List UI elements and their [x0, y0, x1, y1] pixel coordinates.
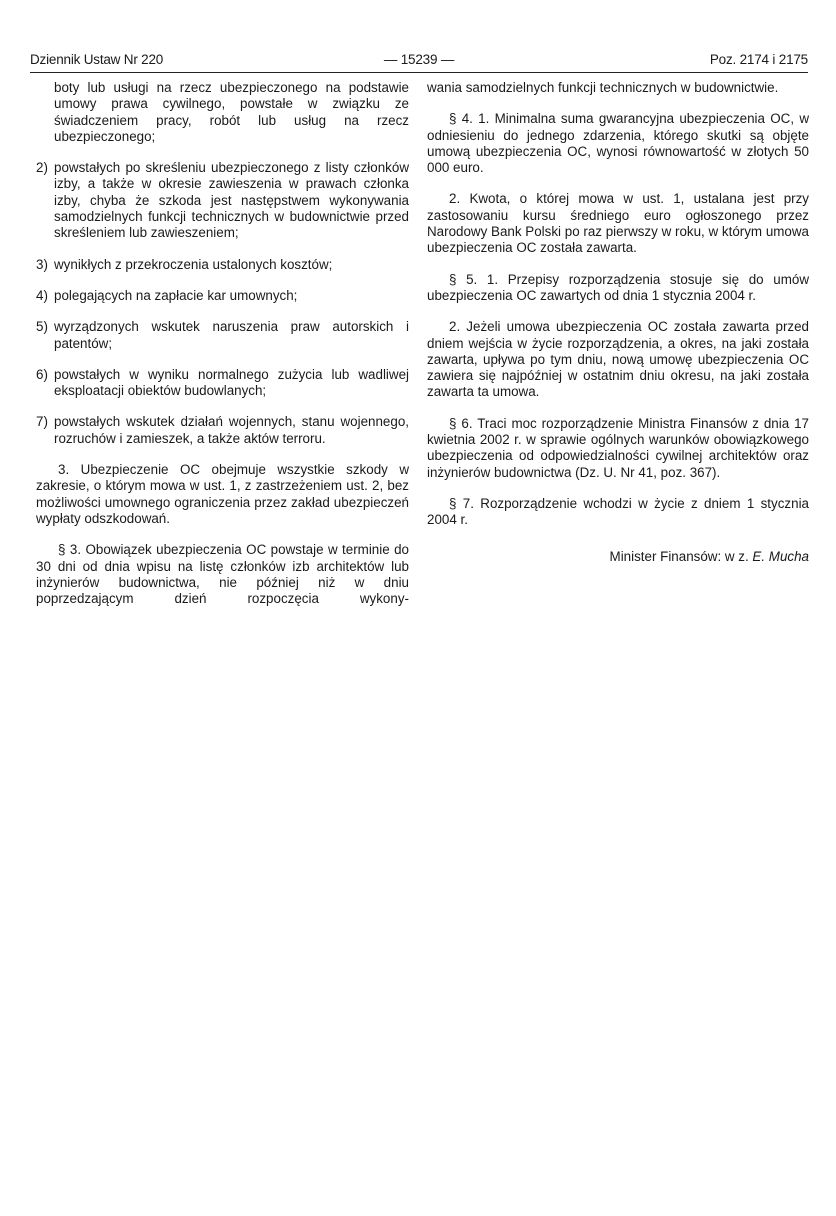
section-5-1: § 5. 1. Przepisy rozporządzenia stosuje się do umów ubezpieczenia OC zawartych od dnia 1 stycznia 2004 r.	[427, 271, 809, 303]
item-text: powstałych w wyniku normalnego zużycia lub wadliwej eksploatacji obiektów budowlanych;	[54, 366, 409, 399]
continuation-text: boty lub usługi na rzecz ubezpieczonego na podstawie umowy prawa cywilnego, powstałe w związku ze świadczeniem pracy, robót lub usług na rzecz ubezpieczonego;	[54, 80, 409, 144]
signature-name: E. Mucha	[752, 548, 809, 564]
right-column	[427, 80, 809, 580]
journal-title: Dziennik Ustaw Nr 220	[30, 52, 164, 67]
item-text: polegających na zapłacie kar umownych;	[54, 287, 298, 303]
left-column	[36, 80, 409, 622]
item-number: 7)	[36, 414, 48, 430]
section-4-1: § 4. 1. Minimalna suma gwarancyjna ubezpieczenia OC, w odniesieniu do jednego zdarzenia, którego skutki są objęte umową ubezpieczenia OC, wynosi równowartość w złotych 50 000 euro.	[427, 111, 809, 176]
section-3: § 3. Obowiązek ubezpieczenia OC powstaje w terminie do 30 dni od dnia wpisu na listę członków izb architektów lub inżynierów budownictwa, nie później niż w dniu poprzedzającym dzień rozpoczęcia wykony-	[36, 542, 409, 607]
item-number: 6)	[36, 366, 48, 382]
item-number: 4)	[36, 287, 48, 303]
continuation-text: wania samodzielnych funkcji technicznych w budownictwie.	[427, 80, 779, 95]
list-item	[36, 160, 409, 241]
list-item	[36, 288, 409, 304]
signature	[427, 549, 809, 565]
header-rule	[30, 72, 808, 73]
section-5-2: 2. Jeżeli umowa ubezpieczenia OC została zawarta przed dniem wejścia w życie rozporządzenia, a okres, na jaki została zawarta, upływa po tym dniu, nową umowę ubezpieczenia OC zawiera się najpóźniej w ostatnim dniu okresu, na jaki została zawarta ta umowa.	[427, 319, 809, 400]
item-text: powstałych po skreśleniu ubezpieczonego z listy członków izby, a także w okresie zawieszenia w prawach członka izby, chyba że szkoda jest następstwem wykonywania samodzielnych funkcji technicznych w budownictwie przed skreśleniem lub zawieszeniem;	[54, 160, 409, 241]
list-item	[36, 414, 409, 447]
section-6: § 6. Traci moc rozporządzenie Ministra Finansów z dnia 17 kwietnia 2002 r. w sprawie ogólnych warunków obowiązkowego ubezpieczenia od odpowiedzialności cywilnej architektów oraz inżynierów budownictwa (Dz. U. Nr 41, poz. 367).	[427, 415, 809, 480]
page-header	[30, 52, 808, 72]
list-item	[36, 319, 409, 352]
paragraph-3: 3. Ubezpieczenie OC obejmuje wszystkie szkody w zakresie, o którym mowa w ust. 1, z zastrzeżeniem ust. 2, bez możliwości umownego ograniczenia przez zakład ubezpieczeń wypłaty odszkodowań.	[36, 462, 409, 526]
item-text: wyrządzonych wskutek naruszenia praw autorskich i patentów;	[54, 319, 409, 351]
section-7: § 7. Rozporządzenie wchodzi w życie z dniem 1 stycznia 2004 r.	[427, 495, 809, 528]
section-4-2: 2. Kwota, o której mowa w ust. 1, ustalana jest przy zastosowaniu kursu średniego euro ogłoszonego przez Narodowy Bank Polski po raz pierwszy w roku, w którym umowa ubezpieczenia OC została zawarta.	[427, 191, 809, 256]
signature-prefix: Minister Finansów: w z.	[609, 548, 753, 564]
list-item	[36, 257, 409, 273]
item-text: wynikłych z przekroczenia ustalonych kosztów;	[54, 256, 333, 272]
item-number: 3)	[36, 256, 48, 272]
item-number: 5)	[36, 319, 48, 335]
list-item	[36, 367, 409, 400]
page-number: — 15239 —	[383, 52, 455, 67]
item-number: 2)	[36, 160, 48, 176]
position-number: Poz. 2174 i 2175	[709, 52, 808, 67]
item-text: powstałych wskutek działań wojennych, stanu wojennego, rozruchów i zamieszek, a także aktów terroru.	[54, 414, 409, 446]
